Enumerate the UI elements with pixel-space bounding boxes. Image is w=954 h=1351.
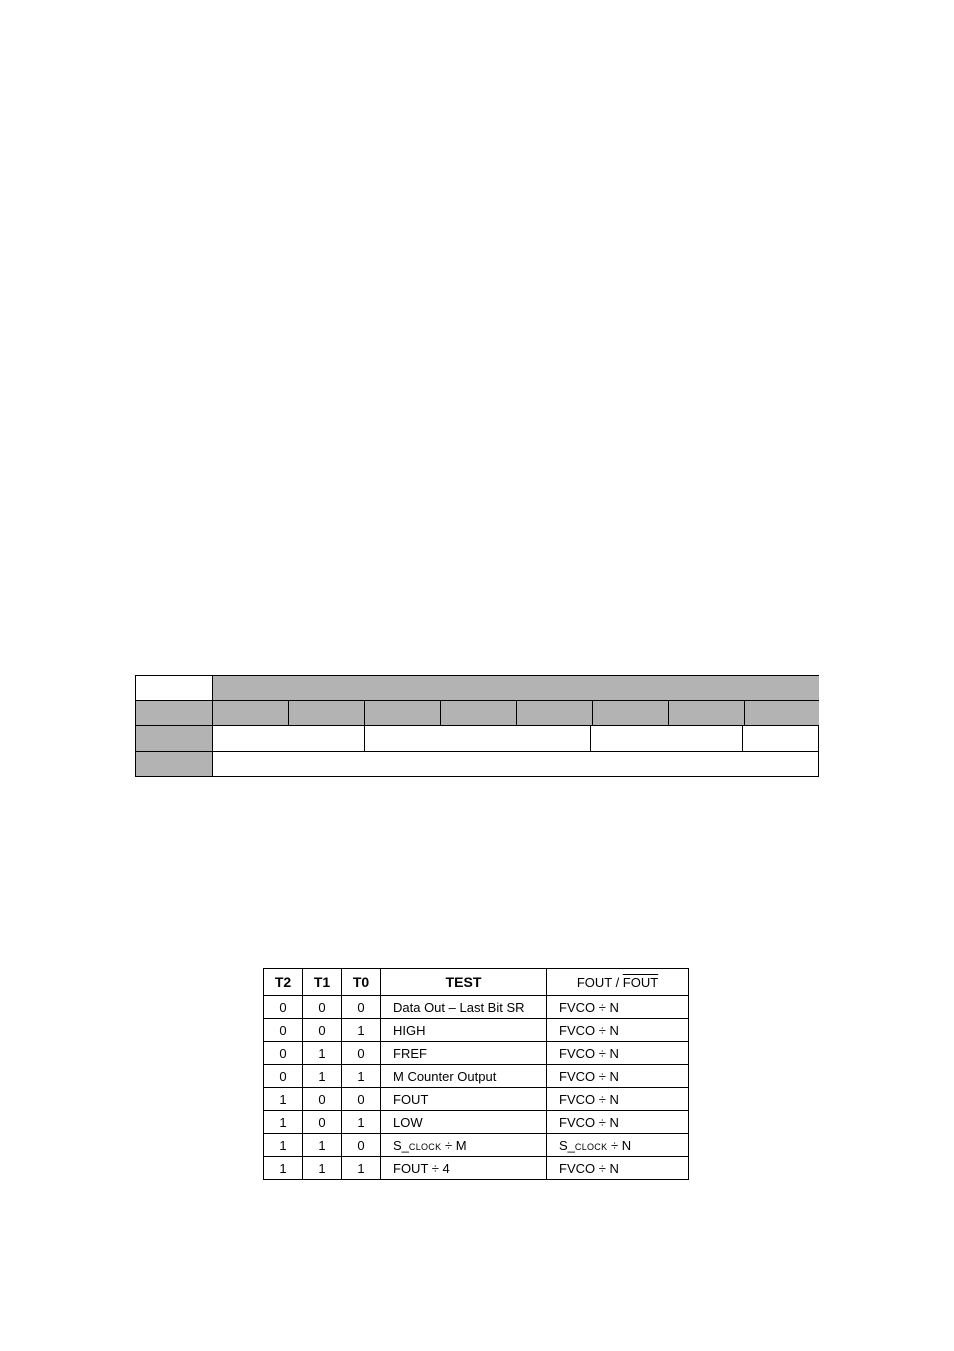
- cell-t0: 0: [342, 1042, 381, 1065]
- table-header-row: [264, 969, 689, 996]
- cell-t0: 1: [342, 1157, 381, 1180]
- header-fout-bar: FOUT: [622, 974, 659, 990]
- cell-test-c: ÷ M: [441, 1137, 467, 1153]
- reg-bit-cell: [289, 701, 365, 726]
- cell-fout: [547, 1134, 689, 1157]
- cell-fout: FVCO ÷ N: [547, 1088, 689, 1111]
- cell-t0: 0: [342, 1088, 381, 1111]
- cell-t1: 0: [303, 1019, 342, 1042]
- cell-t2: 0: [264, 1065, 303, 1088]
- header-t1: T1: [303, 969, 342, 996]
- cell-t2: 0: [264, 1042, 303, 1065]
- cell-t1: 0: [303, 996, 342, 1019]
- reg-row-label: [136, 701, 213, 726]
- cell-fout-c: ÷ N: [607, 1137, 632, 1153]
- cell-fout: FVCO ÷ N: [547, 1042, 689, 1065]
- cell-t2: 1: [264, 1134, 303, 1157]
- header-fout: [547, 969, 689, 996]
- cell-fout-a: S_: [559, 1137, 575, 1153]
- table-row: [264, 996, 689, 1019]
- reg-field-cell: [365, 726, 591, 752]
- cell-t1: 1: [303, 1157, 342, 1180]
- cell-test: FOUT ÷ 4: [381, 1157, 547, 1180]
- reg-bit-cell: [593, 701, 669, 726]
- cell-t0: 0: [342, 996, 381, 1019]
- table-row: [264, 1019, 689, 1042]
- table-row: [264, 1157, 689, 1180]
- cell-t1: 0: [303, 1111, 342, 1134]
- cell-test: [381, 1134, 547, 1157]
- table-row: [264, 1042, 689, 1065]
- cell-t2: 0: [264, 1019, 303, 1042]
- cell-t1: 1: [303, 1042, 342, 1065]
- table-row: [264, 1088, 689, 1111]
- cell-test: HIGH: [381, 1019, 547, 1042]
- reg-bit-cell: [745, 701, 819, 726]
- register-table: [135, 675, 819, 777]
- header-fout-a: FOUT /: [576, 974, 623, 990]
- table-row: [264, 1065, 689, 1088]
- cell-test-a: S_: [393, 1137, 409, 1153]
- reg-field-cell: [743, 726, 819, 752]
- reg-wide-cell: [213, 752, 819, 776]
- reg-corner-cell: [136, 676, 213, 701]
- cell-fout: FVCO ÷ N: [547, 1019, 689, 1042]
- cell-t0: 1: [342, 1065, 381, 1088]
- cell-test: FOUT: [381, 1088, 547, 1111]
- reg-bit-cell: [365, 701, 441, 726]
- cell-test: LOW: [381, 1111, 547, 1134]
- cell-t0: 0: [342, 1134, 381, 1157]
- cell-t2: 1: [264, 1111, 303, 1134]
- cell-t0: 1: [342, 1111, 381, 1134]
- cell-test-subscript: CLOCK: [408, 1141, 442, 1152]
- header-t2: T2: [264, 969, 303, 996]
- cell-t1: 1: [303, 1065, 342, 1088]
- cell-test: M Counter Output: [381, 1065, 547, 1088]
- cell-test: Data Out – Last Bit SR: [381, 996, 547, 1019]
- reg-field-cell: [591, 726, 743, 752]
- reg-row-label: [136, 726, 213, 752]
- reg-bit-cell: [669, 701, 745, 726]
- reg-header-cell: [213, 676, 819, 701]
- reg-bit-cell: [213, 701, 289, 726]
- cell-t2: 1: [264, 1088, 303, 1111]
- header-t0: T0: [342, 969, 381, 996]
- cell-fout: FVCO ÷ N: [547, 1157, 689, 1180]
- cell-fout-subscript: CLOCK: [574, 1141, 608, 1152]
- reg-row-label: [136, 752, 213, 776]
- table-row: [264, 1111, 689, 1134]
- cell-t1: 1: [303, 1134, 342, 1157]
- cell-fout: FVCO ÷ N: [547, 1111, 689, 1134]
- header-test: TEST: [381, 969, 547, 996]
- cell-t2: 1: [264, 1157, 303, 1180]
- cell-t0: 1: [342, 1019, 381, 1042]
- cell-fout: FVCO ÷ N: [547, 1065, 689, 1088]
- table-row: [264, 1134, 689, 1157]
- cell-test: FREF: [381, 1042, 547, 1065]
- reg-field-cell: [213, 726, 365, 752]
- cell-t2: 0: [264, 996, 303, 1019]
- reg-bit-cell: [441, 701, 517, 726]
- cell-t1: 0: [303, 1088, 342, 1111]
- test-mode-table: [263, 968, 689, 1180]
- reg-bit-cell: [517, 701, 593, 726]
- cell-fout: FVCO ÷ N: [547, 996, 689, 1019]
